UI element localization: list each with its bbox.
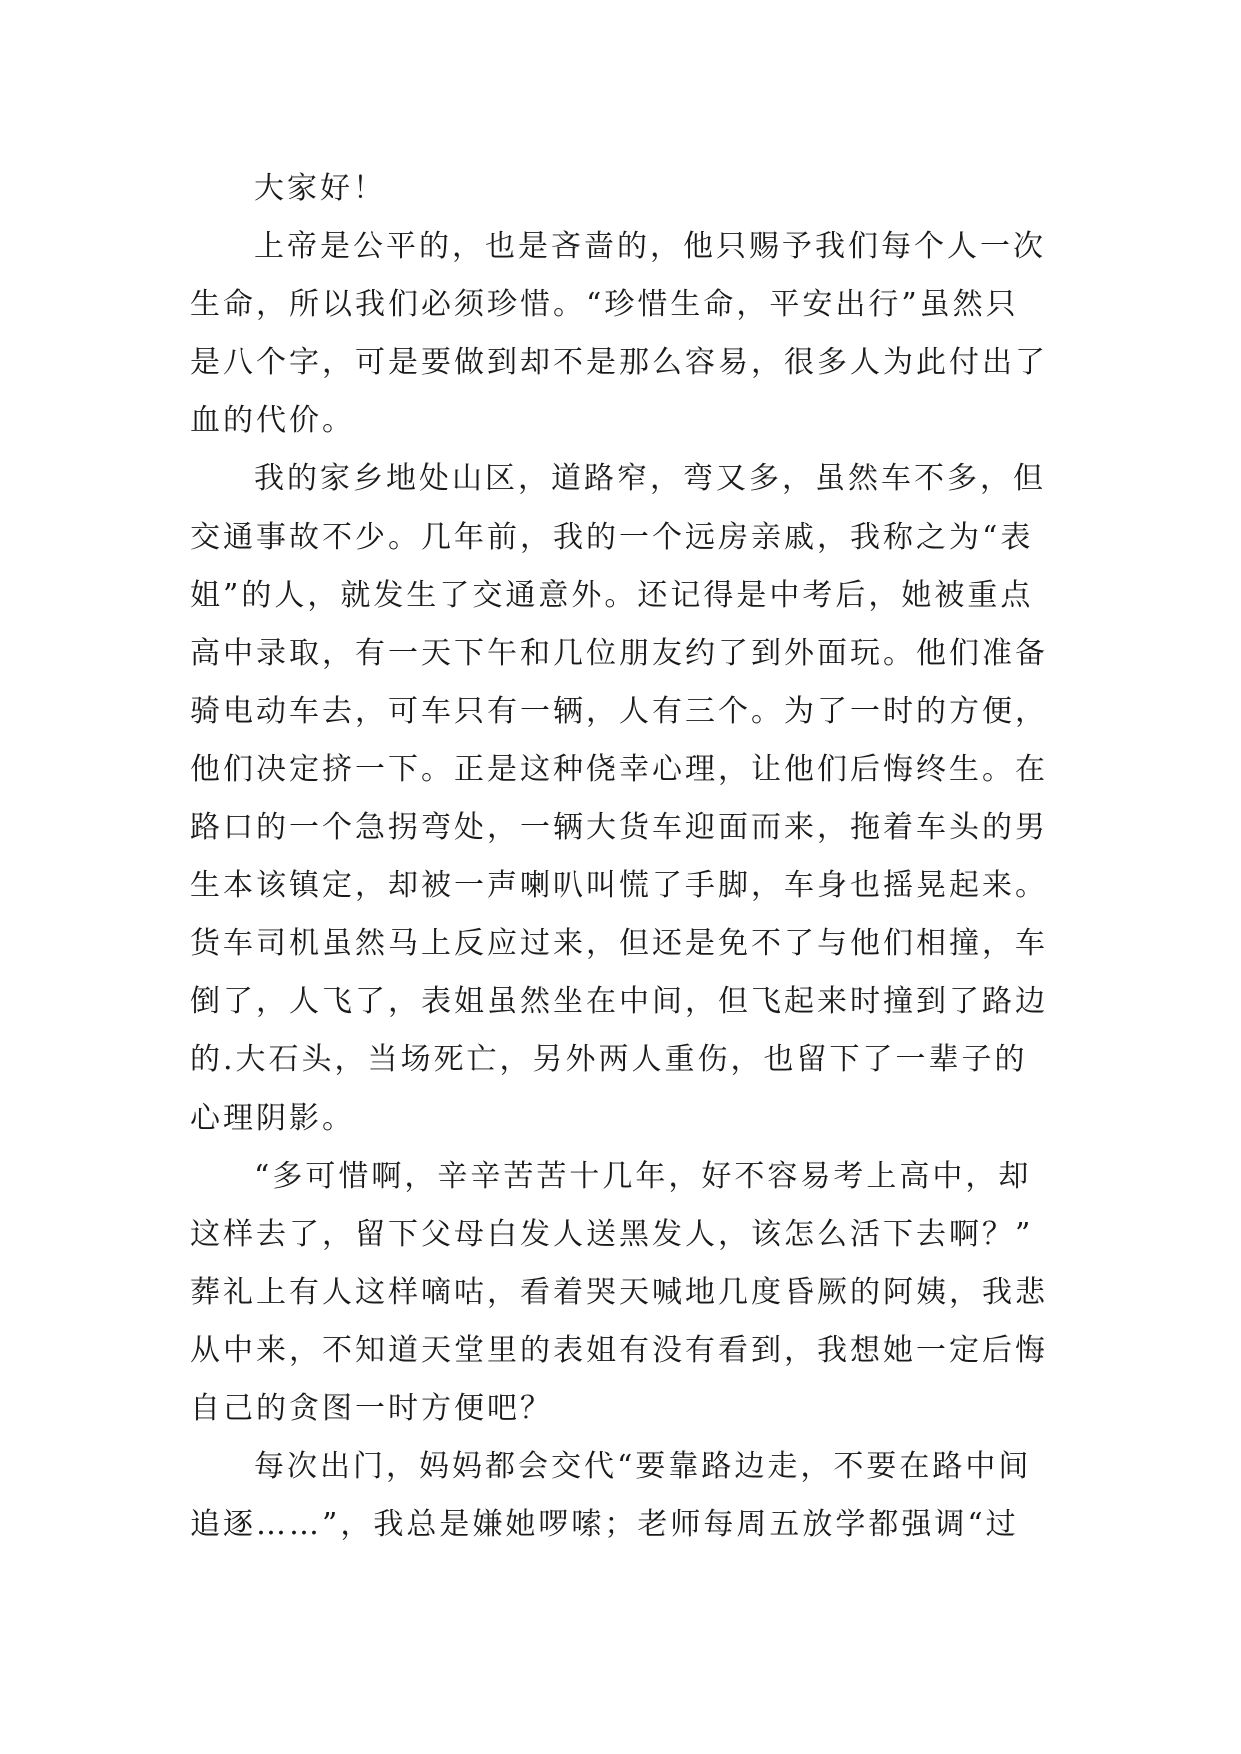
text-line: 每次出门，妈妈都会交代“要靠路边走，不要在路中间 bbox=[254, 1449, 1032, 1485]
text-line: 血的代价。 bbox=[190, 403, 355, 439]
text-line: 姐”的人，就发生了交通意外。还记得是中考后，她被重点 bbox=[190, 577, 1034, 613]
text-line: 心理阴影。 bbox=[190, 1100, 355, 1136]
text-line: 从中来，不知道天堂里的表姐有没有看到，我想她一定后悔 bbox=[190, 1332, 1048, 1368]
text-line: 路口的一个急拐弯处，一辆大货车迎面而来，拖着车头的男 bbox=[190, 810, 1048, 846]
text-line: “多可惜啊，辛辛苦苦十几年，好不容易考上高中，却 bbox=[254, 1158, 1032, 1194]
text-line: 生本该镇定，却被一声喇叭叫慌了手脚，车身也摇晃起来。 bbox=[190, 868, 1048, 904]
document-body bbox=[190, 160, 1050, 1554]
text-line: 货车司机虽然马上反应过来，但还是免不了与他们相撞，车 bbox=[190, 926, 1048, 962]
text-line: 这样去了，留下父母白发人送黑发人，该怎么活下去啊？” bbox=[190, 1216, 1034, 1252]
text-line: 交通事故不少。几年前，我的一个远房亲戚，我称之为“表 bbox=[190, 519, 1034, 555]
text-line: 生命，所以我们必须珍惜。“珍惜生命，平安出行”虽然只 bbox=[190, 287, 1019, 323]
text-line: 我的家乡地处山区，道路窄，弯又多，虽然车不多，但 bbox=[254, 461, 1046, 497]
text-line: 骑电动车去，可车只有一辆，人有三个。为了一时的方便， bbox=[190, 693, 1048, 729]
text-line: 高中录取，有一天下午和几位朋友约了到外面玩。他们准备 bbox=[190, 635, 1048, 671]
text-line: 上帝是公平的，也是吝啬的，他只赐予我们每个人一次 bbox=[254, 229, 1046, 265]
text-line: 大家好！ bbox=[254, 171, 386, 206]
text-line: 倒了，人飞了，表姐虽然坐在中间，但飞起来时撞到了路边 bbox=[190, 984, 1048, 1020]
text-line: 的.大石头，当场死亡，另外两人重伤，也留下了一辈子的 bbox=[190, 1042, 1028, 1078]
text-line: 葬礼上有人这样嘀咕，看着哭天喊地几度昏厥的阿姨，我悲 bbox=[190, 1274, 1048, 1310]
text-line: 是八个字，可是要做到却不是那么容易，很多人为此付出了 bbox=[190, 345, 1048, 381]
text-line: 自己的贪图一时方便吧？ bbox=[190, 1390, 553, 1426]
text-line: 追逐……”，我总是嫌她啰嗦；老师每周五放学都强调“过 bbox=[190, 1507, 1019, 1543]
text-line: 他们决定挤一下。正是这种侥幸心理，让他们后悔终生。在 bbox=[190, 751, 1048, 787]
